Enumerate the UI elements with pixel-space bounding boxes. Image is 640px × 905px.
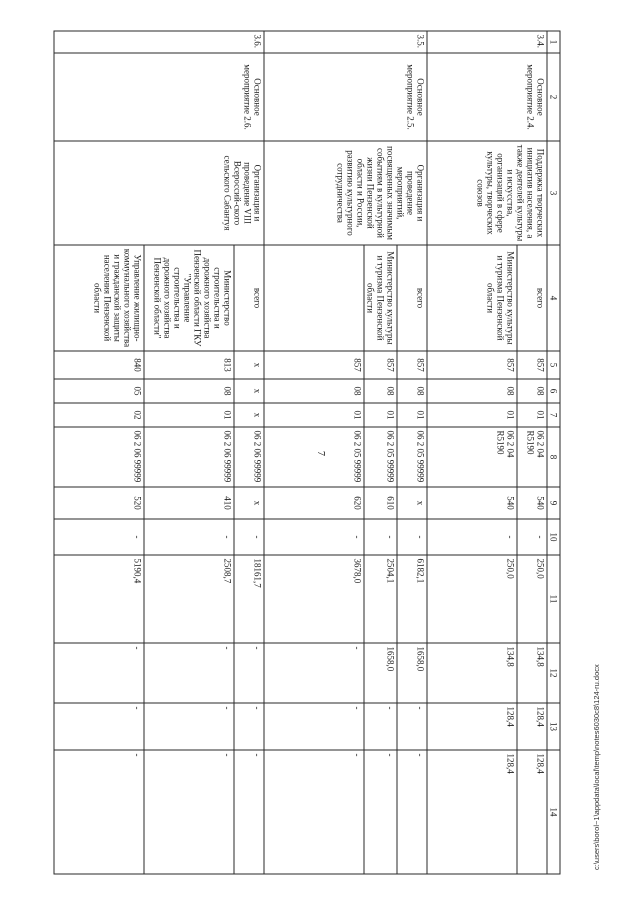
value-cell-c6: 08 xyxy=(397,379,427,403)
value-cell-c7: 01 xyxy=(144,403,234,427)
value-cell-c10: - xyxy=(397,519,427,555)
executor-cell: Управление жилищно-коммунального хозяйства и гражданской защиты населения Пензенской области xyxy=(54,245,144,351)
executor-cell: всего xyxy=(234,245,264,351)
budget-table-page xyxy=(80,31,561,874)
value-cell-c6: 08 xyxy=(517,379,547,403)
value-cell-c14: - xyxy=(234,750,264,874)
value-cell-c9: 540 xyxy=(427,487,517,519)
value-cell-c10: - xyxy=(234,519,264,555)
value-cell-c6: х xyxy=(234,379,264,403)
value-cell-c14: 128,4 xyxy=(427,750,517,874)
value-cell-c11: 250,0 xyxy=(517,555,547,643)
column-header: 1 xyxy=(547,31,560,53)
value-cell-c14: - xyxy=(264,750,364,874)
value-cell-c9: 620 xyxy=(264,487,364,519)
column-header: 2 xyxy=(547,53,560,141)
value-cell-c5: 813 xyxy=(144,351,234,379)
value-cell-c7: 01 xyxy=(364,403,397,427)
value-cell-c8: 06 2 05 99999 xyxy=(264,427,364,487)
value-cell-c5: 857 xyxy=(517,351,547,379)
event-cell: Основное мероприятие 2.6. xyxy=(54,53,264,141)
column-header: 6 xyxy=(547,379,560,403)
value-cell-c6: 08 xyxy=(144,379,234,403)
value-cell-c5: 857 xyxy=(364,351,397,379)
footer-path: c:\users\borol~1\appdata\local\temp\notes6030c8\124-ru.docx xyxy=(592,664,601,870)
value-cell-c8: 06 2 04 R5190 xyxy=(517,427,547,487)
table-row xyxy=(234,31,264,874)
value-cell-c5: 857 xyxy=(427,351,517,379)
event-name-cell: Поддержка творческих инициатив населения, а также деятелей культуры и искусства, организаций в сфере культуры, творческих союзов xyxy=(427,141,547,245)
value-cell-c13: - xyxy=(364,703,397,750)
value-cell-c5: 840 xyxy=(54,351,144,379)
value-cell-c7: 01 xyxy=(517,403,547,427)
row-number-cell: 3.6. xyxy=(54,31,264,53)
value-cell-c12: 134,8 xyxy=(427,643,517,703)
value-cell-c7: 01 xyxy=(397,403,427,427)
table-row xyxy=(397,31,427,874)
value-cell-c9: х xyxy=(234,487,264,519)
column-header: 12 xyxy=(547,643,560,703)
value-cell-c7: х xyxy=(234,403,264,427)
value-cell-c8: 06 2 06 99999 xyxy=(234,427,264,487)
value-cell-c13: 128,4 xyxy=(517,703,547,750)
column-header: 7 xyxy=(547,403,560,427)
value-cell-c11: 6182,1 xyxy=(397,555,427,643)
value-cell-c7: 01 xyxy=(264,403,364,427)
value-cell-c11: 3678,0 xyxy=(264,555,364,643)
value-cell-c12: - xyxy=(234,643,264,703)
column-header: 11 xyxy=(547,555,560,643)
value-cell-c6: 08 xyxy=(364,379,397,403)
value-cell-c5: 857 xyxy=(264,351,364,379)
value-cell-c13: - xyxy=(144,703,234,750)
value-cell-c7: 02 xyxy=(54,403,144,427)
executor-cell: всего xyxy=(517,245,547,351)
executor-cell xyxy=(264,245,364,351)
value-cell-c9: 540 xyxy=(517,487,547,519)
event-name-cell: Организация и проведение мероприятий, посвященных значимым событиям в культурной жизни Пензенской области и России, развитию культурного сотрудничества xyxy=(264,141,427,245)
value-cell-c11: 2504,1 xyxy=(364,555,397,643)
value-cell-c6: 08 xyxy=(427,379,517,403)
header-row xyxy=(547,31,560,874)
value-cell-c13: - xyxy=(234,703,264,750)
value-cell-c12: 1658,0 xyxy=(397,643,427,703)
value-cell-c14: - xyxy=(54,750,144,874)
value-cell-c14: - xyxy=(144,750,234,874)
value-cell-c9: 610 xyxy=(364,487,397,519)
value-cell-c14: - xyxy=(364,750,397,874)
table-row xyxy=(517,31,547,874)
page-number: 7 xyxy=(315,451,326,456)
executor-cell: Министерство культуры и туризма Пензенской области xyxy=(364,245,397,351)
value-cell-c8: 06 2 06 99999 xyxy=(54,427,144,487)
executor-cell: всего xyxy=(397,245,427,351)
executor-cell: Министерство культуры и туризма Пензенской области xyxy=(427,245,517,351)
value-cell-c9: х xyxy=(397,487,427,519)
value-cell-c12: - xyxy=(144,643,234,703)
table-body xyxy=(54,31,547,874)
column-header: 10 xyxy=(547,519,560,555)
value-cell-c5: х xyxy=(234,351,264,379)
value-cell-c14: 128,4 xyxy=(517,750,547,874)
event-cell: Основное мероприятие 2.4. xyxy=(427,53,547,141)
value-cell-c10: - xyxy=(144,519,234,555)
value-cell-c6: 05 xyxy=(54,379,144,403)
column-header: 3 xyxy=(547,141,560,245)
event-cell: Основное мероприятие 2.5. xyxy=(264,53,427,141)
value-cell-c13: - xyxy=(54,703,144,750)
value-cell-c9: 410 xyxy=(144,487,234,519)
event-name-cell: Организация и проведение VIII Всероссий-ского сельского Сабантуя xyxy=(54,141,264,245)
value-cell-c8: 06 2 04 R5190 xyxy=(427,427,517,487)
value-cell-c12: 1658,0 xyxy=(364,643,397,703)
value-cell-c8: 06 2 05 99999 xyxy=(364,427,397,487)
value-cell-c12: - xyxy=(264,643,364,703)
executor-cell: Министерство строительства и дорожного хозяйства Пензенской области ГКУ "Управление строительства и дорожного хозяйства Пензенской области" xyxy=(144,245,234,351)
row-number-cell: 3.5. xyxy=(264,31,427,53)
value-cell-c7: 01 xyxy=(427,403,517,427)
footer xyxy=(592,600,602,870)
value-cell-c13: - xyxy=(264,703,364,750)
column-header: 9 xyxy=(547,487,560,519)
budget-table xyxy=(54,31,561,875)
value-cell-c10: - xyxy=(54,519,144,555)
value-cell-c8: 06 2 05 99999 xyxy=(397,427,427,487)
value-cell-c9: 520 xyxy=(54,487,144,519)
value-cell-c10: - xyxy=(427,519,517,555)
row-number-cell: 3.4. xyxy=(427,31,547,53)
column-header: 4 xyxy=(547,245,560,351)
value-cell-c6: 08 xyxy=(264,379,364,403)
value-cell-c12: - xyxy=(54,643,144,703)
column-header: 8 xyxy=(547,427,560,487)
value-cell-c11: 18161,7 xyxy=(234,555,264,643)
value-cell-c5: 857 xyxy=(397,351,427,379)
value-cell-c11: 5190,4 xyxy=(54,555,144,643)
value-cell-c10: - xyxy=(364,519,397,555)
value-cell-c11: 2508,7 xyxy=(144,555,234,643)
column-header: 13 xyxy=(547,703,560,750)
value-cell-c11: 250,0 xyxy=(427,555,517,643)
value-cell-c8: 06 2 06 99999 xyxy=(144,427,234,487)
value-cell-c14: - xyxy=(397,750,427,874)
value-cell-c12: 134,8 xyxy=(517,643,547,703)
column-header: 5 xyxy=(547,351,560,379)
value-cell-c10: - xyxy=(517,519,547,555)
value-cell-c13: 128,4 xyxy=(427,703,517,750)
value-cell-c13: - xyxy=(397,703,427,750)
column-header: 14 xyxy=(547,750,560,874)
value-cell-c10: - xyxy=(264,519,364,555)
